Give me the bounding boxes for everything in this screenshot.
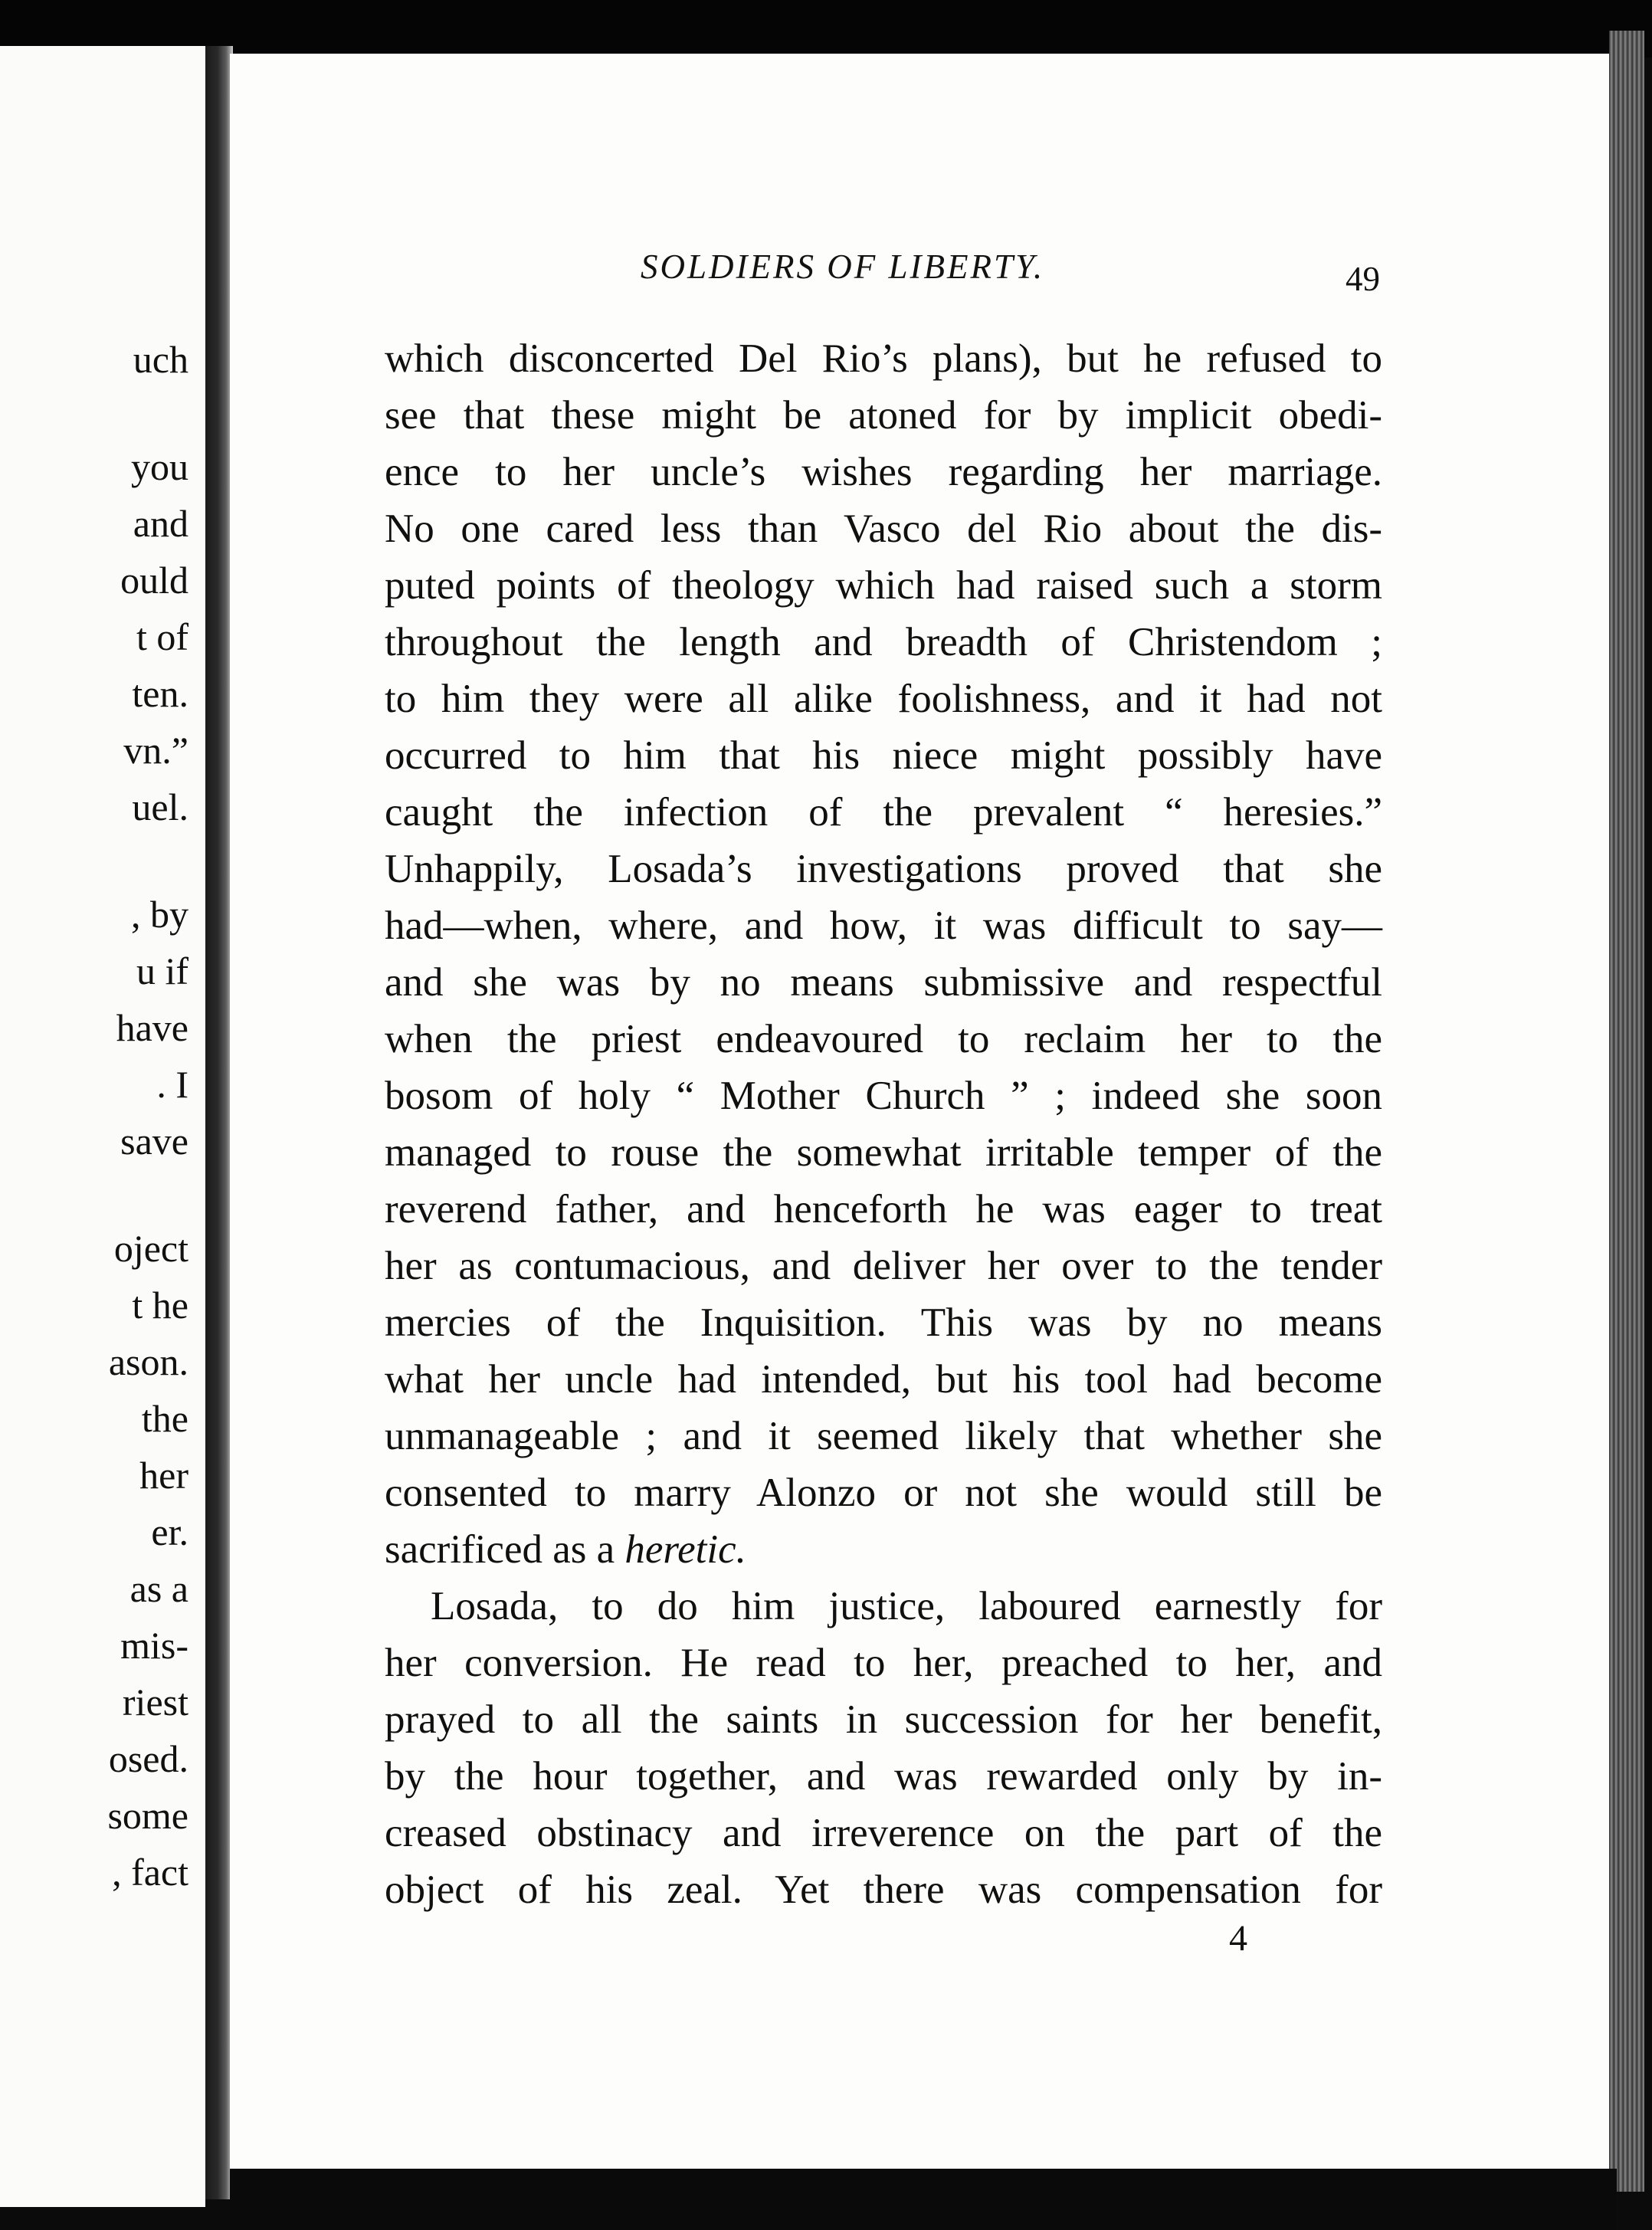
left-fragment: save: [120, 1120, 188, 1163]
left-fragment: riest: [122, 1681, 188, 1723]
left-fragment: , by: [131, 893, 188, 936]
left-fragment: some: [107, 1794, 188, 1837]
text-line: puted points of theology which had raised such a storm: [385, 563, 1382, 608]
left-fragment: uel.: [132, 785, 188, 828]
left-fragment: you: [131, 445, 188, 488]
text-line: caught the infection of the prevalent “ heresies.”: [385, 790, 1382, 835]
text-line: see that these might be atoned for by implicit obedi-: [385, 393, 1382, 438]
text-line: when the priest endeavoured to reclaim her to the: [385, 1017, 1382, 1061]
scan-background-bottom: [230, 2169, 1617, 2230]
text-line: Losada, to do him justice, laboured earnestly for: [431, 1584, 1382, 1628]
text-line: No one cared less than Vasco del Rio about the dis-: [385, 507, 1382, 551]
text-line: to him they were all alike foolishness, and it had not: [385, 677, 1382, 721]
page-number: 49: [1346, 260, 1380, 298]
left-fragment: . I: [156, 1063, 188, 1106]
left-fragment: as a: [129, 1567, 188, 1610]
text-line: occurred to him that his niece might possibly have: [385, 733, 1382, 778]
text-line: Unhappily, Losada’s investigations proved that she: [385, 847, 1382, 891]
left-fragment: t he: [132, 1284, 188, 1327]
text-line: managed to rouse the somewhat irritable temper of the: [385, 1130, 1382, 1175]
signature-mark: 4: [1229, 1918, 1247, 1959]
left-fragment: osed.: [108, 1737, 188, 1780]
text-line: her as contumacious, and deliver her over to the tender: [385, 1244, 1382, 1288]
text-line: bosom of holy “ Mother Church ” ; indeed she soon: [385, 1074, 1382, 1118]
text-line: creased obstinacy and irreverence on the part of the: [385, 1811, 1382, 1855]
text-line: ence to her uncle’s wishes regarding her marriage.: [385, 450, 1382, 494]
left-fragment: u if: [136, 949, 188, 992]
left-fragment: vn.”: [123, 729, 188, 772]
text-fragment: sacrificed as a: [385, 1527, 625, 1572]
left-fragment: uch: [133, 338, 188, 381]
text-line: and she was by no means submissive and respectful: [385, 960, 1382, 1005]
left-fragment: mis-: [120, 1624, 188, 1667]
text-line: by the hour together, and was rewarded only by in-: [385, 1754, 1382, 1799]
text-line: mercies of the Inquisition. This was by no means: [385, 1300, 1382, 1345]
left-fragment: and: [133, 502, 188, 545]
text-line: reverend father, and henceforth he was eager to treat: [385, 1187, 1382, 1231]
left-fragment: ould: [120, 559, 188, 602]
left-fragment: the: [141, 1397, 188, 1440]
text-line: which disconcerted Del Rio’s plans), but he refused to: [385, 336, 1382, 381]
left-fragment: her: [139, 1454, 188, 1497]
text-line: consented to marry Alonzo or not she would still be: [385, 1471, 1382, 1515]
text-line: what her uncle had intended, but his tool had become: [385, 1357, 1382, 1402]
text-line: unmanageable ; and it seemed likely that whether she: [385, 1414, 1382, 1458]
left-fragment: ten.: [132, 672, 188, 715]
text-line: her conversion. He read to her, preached to her, and: [385, 1641, 1382, 1685]
left-fragment: have: [116, 1006, 188, 1049]
text-line: throughout the length and breadth of Christendom ;: [385, 620, 1382, 664]
text-line: object of his zeal. Yet there was compensation for: [385, 1868, 1382, 1912]
left-fragment: ason.: [108, 1340, 188, 1383]
left-fragment: oject: [113, 1227, 188, 1270]
left-fragment: , fact: [112, 1851, 188, 1894]
previous-page: [0, 46, 205, 2207]
left-fragment: er.: [151, 1510, 188, 1553]
page-edges: [1609, 31, 1644, 2192]
italic-word: heretic.: [624, 1527, 746, 1572]
text-line: had—when, where, and how, it was difficult to say—: [385, 903, 1382, 948]
text-line: prayed to all the saints in succession for her benefit,: [385, 1697, 1382, 1742]
text-line: [385, 1525, 1382, 1574]
running-head: SOLDIERS OF LIBERTY.: [641, 248, 1045, 286]
book-gutter: [205, 46, 233, 2199]
left-fragment: t of: [136, 615, 188, 658]
scan-background-top: [0, 0, 1652, 57]
